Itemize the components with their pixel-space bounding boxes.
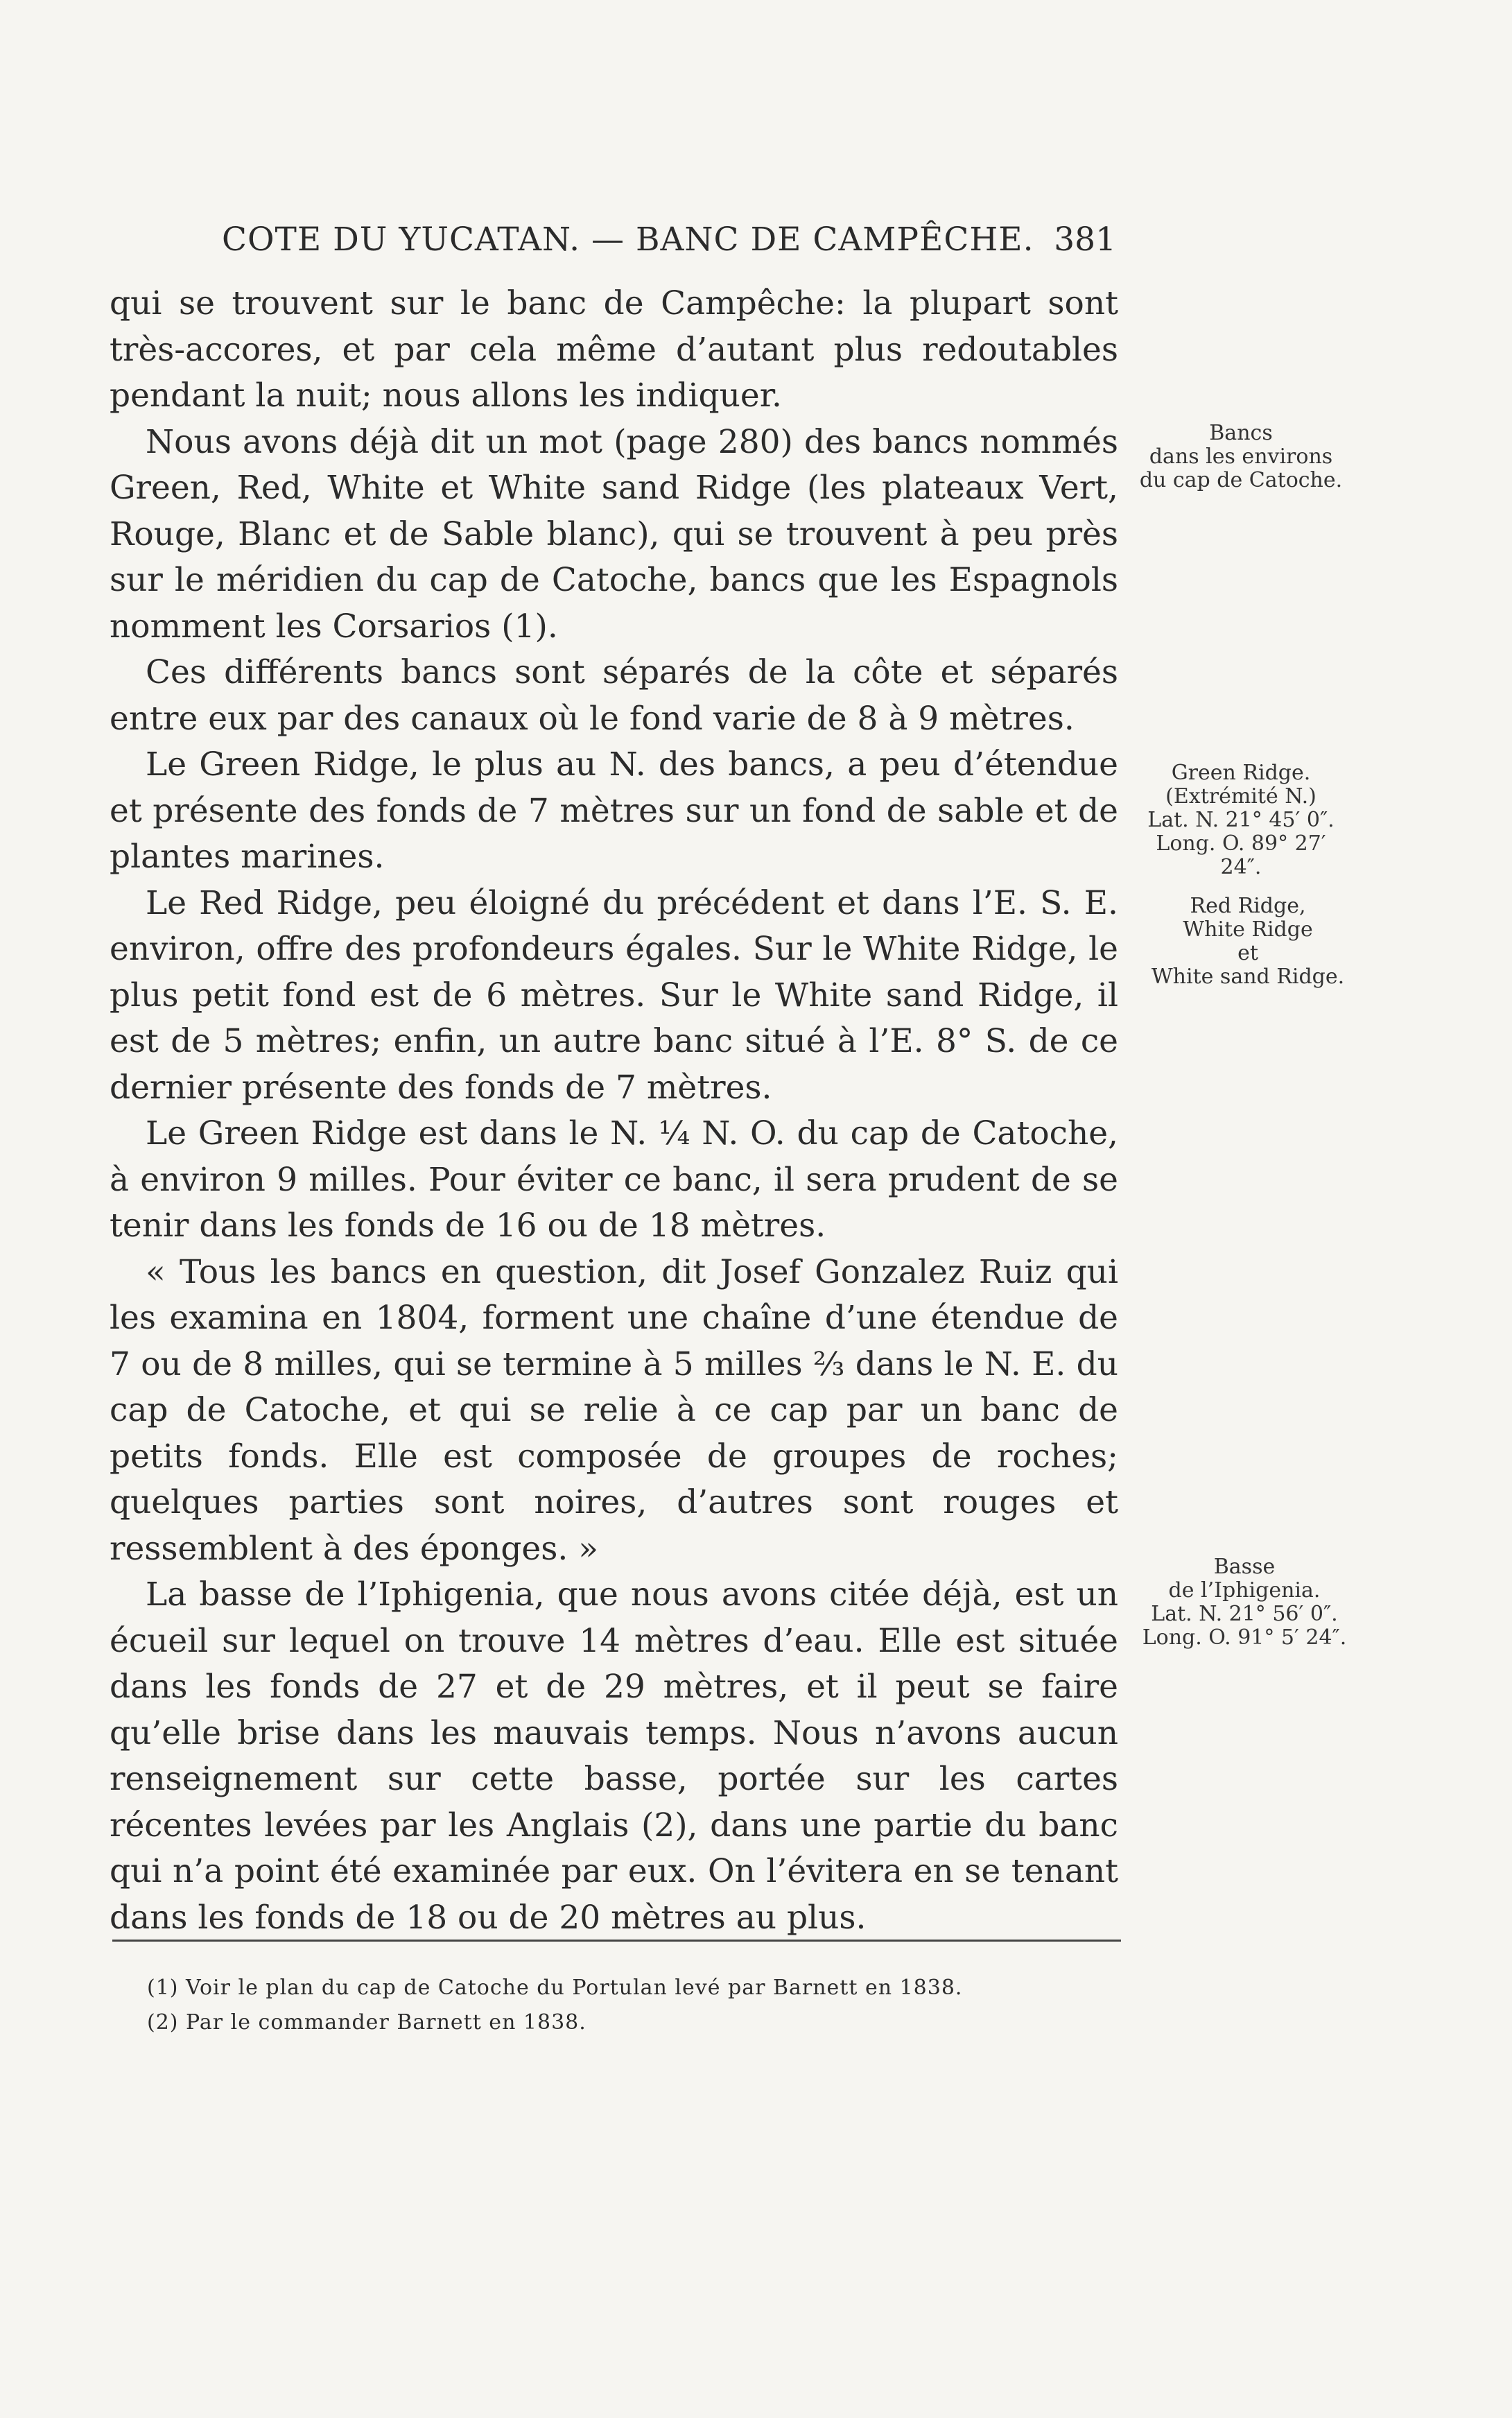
margin-note-line: Long. O. 89° 27′ 24″. (1156, 831, 1326, 879)
footnote-1: (1) Voir le plan du cap de Catoche du Portulan levé par Barnett en 1838. (147, 1976, 963, 2000)
margin-note-red-ridge (1137, 895, 1359, 989)
margin-note-line: Long. O. 91° 5′ 24″. (1142, 1625, 1347, 1650)
margin-note-line: dans les environs (1149, 444, 1333, 469)
margin-note-line: (Extrémité N.) (1165, 784, 1317, 809)
footnote-2: (2) Par le commander Barnett en 1838. (147, 2010, 586, 2035)
paragraph-5: Le Red Ridge, peu éloigné du précédent et dans l’E. S. E. environ, offre des profondeurs égales. Sur le White Ridge, le plus petit fond est de 6 mètres. Sur le White sand Ridge, il est de 5 mètres; enfin, un autre banc situé à l’E. 8° S. de ce dernier présente des fonds de 7 mètres. (110, 883, 1118, 1107)
margin-note-line: Green Ridge. (1171, 761, 1311, 785)
margin-note-line: Lat. N. 21° 56′ 0″. (1151, 1602, 1338, 1626)
margin-note-green-ridge (1133, 761, 1348, 879)
footnote-divider (112, 1940, 1121, 1942)
footnotes (147, 1971, 1145, 2040)
margin-note-line: Bancs (1209, 421, 1273, 445)
page-number: 381 (1054, 221, 1116, 259)
margin-note-line: et (1237, 941, 1258, 965)
margin-note-line: White Ridge (1183, 917, 1313, 942)
margin-note-line: Lat. N. 21° 45′ 0″. (1147, 808, 1335, 832)
paragraph-2: Nous avons déjà dit un mot (page 280) des bancs nommés Green, Red, White et White sand Ridge (les plateaux Vert, Rouge, Blanc et de Sable blanc), qui se trouvent à peu près sur le méridien du cap de Catoche, bancs que les Espagnols nomment les Corsarios (1). (110, 422, 1118, 646)
margin-note-line: du cap de Catoche. (1139, 468, 1343, 492)
paragraph-4: Le Green Ridge, le plus au N. des bancs, a peu d’étendue et présente des fonds de 7 mètres sur un fond de sable et de plantes marines. (110, 745, 1118, 876)
paragraph-3: Ces différents bancs sont séparés de la côte et séparés entre eux par des canaux où le fond varie de 8 à 9 mètres. (110, 653, 1118, 738)
margin-note-line: Basse (1213, 1555, 1276, 1579)
paragraph-7: « Tous les bancs en question, dit Josef Gonzalez Ruiz qui les examina en 1804, forment une chaîne d’une étendue de 7 ou de 8 milles, qui se termine à 5 milles ⅔ dans le N. E. du cap de Catoche, et qui se relie à ce cap par un banc de petits fonds. Elle est composée de groupes de roches; quelques parties sont noires, d’autres sont rouges et ressemblent à des éponges. » (110, 1252, 1118, 1568)
margin-note-line: Red Ridge, (1190, 894, 1306, 918)
margin-note-line: White sand Ridge. (1151, 965, 1345, 989)
running-header (222, 221, 1116, 269)
paragraph-1: qui se trouvent sur le banc de Campêche: la plupart sont très-accores, et par cela même d’autant plus redoutables pendant la nuit; nous allons les indiquer. (110, 284, 1118, 415)
running-title: COTE DU YUCATAN. — BANC DE CAMPÊCHE. (222, 221, 1034, 259)
margin-note-line: de l’Iphigenia. (1168, 1578, 1321, 1603)
margin-note-iphigenia (1137, 1555, 1352, 1650)
margin-note-bancs (1137, 422, 1345, 492)
body-text (110, 281, 1118, 1941)
paragraph-6: Le Green Ridge est dans le N. ¼ N. O. du cap de Catoche, à environ 9 milles. Pour éviter ce banc, il sera prudent de se tenir dans les fonds de 16 ou de 18 mètres. (110, 1114, 1118, 1245)
paragraph-8: La basse de l’Iphigenia, que nous avons citée déjà, est un écueil sur lequel on trouve 14 mètres d’eau. Elle est située dans les fonds de 27 et de 29 mètres, et il peut se faire qu’elle brise dans les mauvais temps. Nous n’avons aucun renseignement sur cette basse, portée sur les cartes récentes levées par les Anglais (2), dans une partie du banc qui n’a point été examinée par eux. On l’évitera en se tenant dans les fonds de 18 ou de 20 mètres au plus. (110, 1575, 1118, 1937)
